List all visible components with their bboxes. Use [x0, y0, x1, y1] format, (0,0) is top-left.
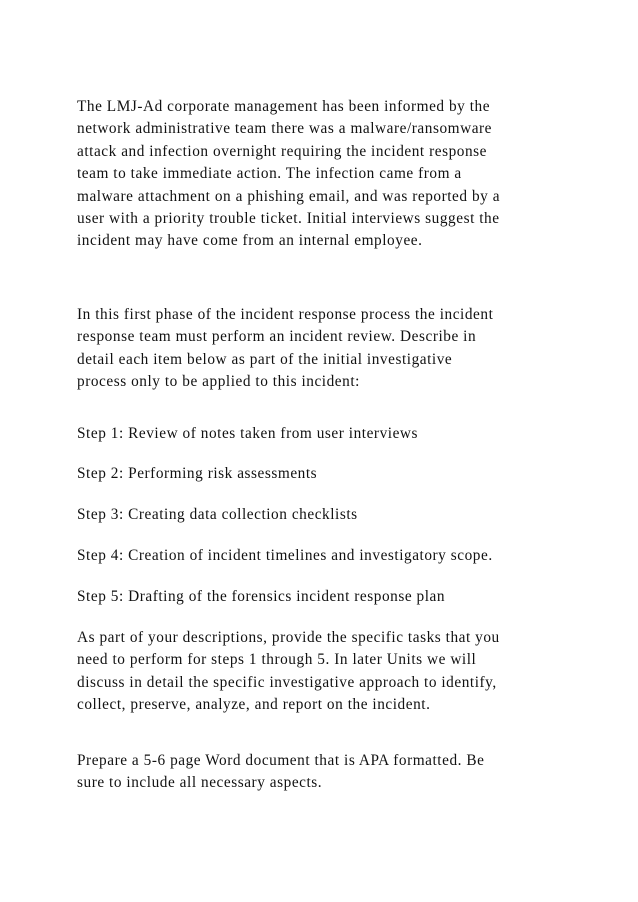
step-3: Step 3: Creating data collection checklists [77, 506, 358, 523]
step-2: Step 2: Performing risk assessments [77, 465, 318, 482]
descriptions-paragraph: As part of your descriptions, provide the specific tasks that you need to perform for steps 1 through 5. In later Units we will discuss in detail the specific investigative approach to identify, collect, preserve, analyze, and report on the incident. [77, 629, 500, 714]
phase-paragraph: In this first phase of the incident response process the incident response team must perform an incident review. Describe in detail each item below as part of the initial investigative process only to be applied to this incident: [77, 306, 494, 391]
closing-paragraph: Prepare a 5-6 page Word document that is APA formatted. Be sure to include all necessary aspects. [77, 752, 485, 792]
intro-paragraph: The LMJ-Ad corporate management has been informed by the network administrative team there was a malware/ransomware attack and infection overnight requiring the incident response team to take immediate action. The infection came from a malware attachment on a phishing email, and was reported by a user with a priority trouble ticket. Initial interviews suggest the incident may have come from an internal employee. [77, 98, 501, 250]
step-4: Step 4: Creation of incident timelines and investigatory scope. [77, 547, 493, 564]
step-1: Step 1: Review of notes taken from user interviews [77, 425, 419, 442]
step-5: Step 5: Drafting of the forensics incident response plan [77, 588, 446, 605]
